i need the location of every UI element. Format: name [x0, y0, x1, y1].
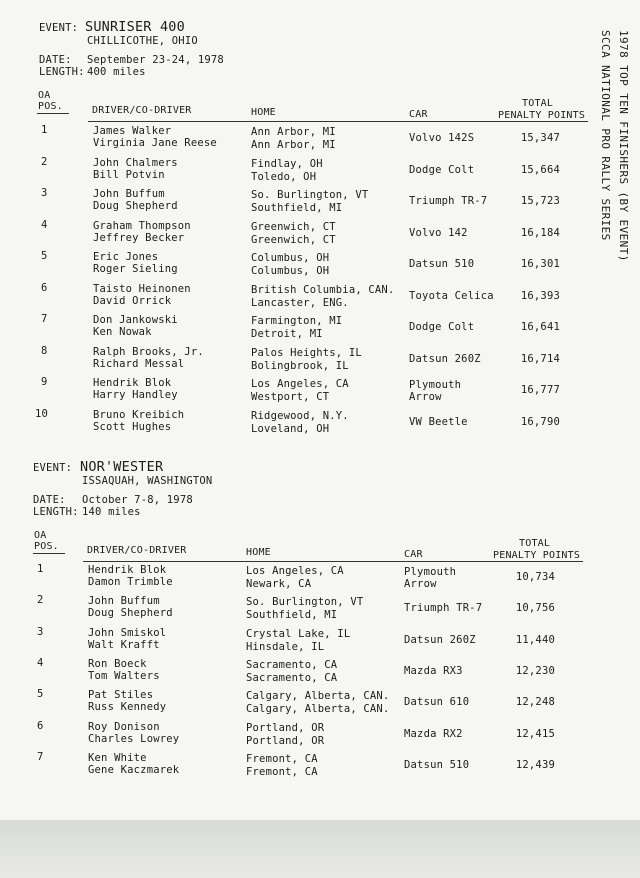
result-home-driver: Columbus, OH [251, 252, 330, 264]
event-label: EVENT: [33, 462, 73, 474]
result-driver: Hendrik Blok [93, 377, 172, 389]
result-position: 2 [37, 594, 44, 606]
result-position: 9 [41, 376, 48, 388]
column-header-car: CAR [404, 549, 423, 560]
event-length: 140 miles [82, 506, 141, 518]
result-codriver: Russ Kennedy [88, 701, 167, 713]
pos-rule [37, 113, 69, 114]
result-driver: Bruno Kreibich [93, 409, 185, 421]
result-driver: Hendrik Blok [88, 564, 167, 576]
result-home-driver: Calgary, Alberta, CAN. [246, 690, 390, 702]
result-home-codriver: Southfield, MI [246, 609, 338, 621]
result-home-driver: Ridgewood, N.Y. [251, 410, 349, 422]
result-home-codriver: Bolingbrook, IL [251, 360, 349, 372]
result-position: 4 [41, 219, 48, 231]
result-penalty-points: 16,714 [520, 353, 560, 365]
result-codriver: David Orrick [93, 295, 172, 307]
result-codriver: Richard Messal [93, 358, 185, 370]
column-header-penalty-points: PENALTY POINTS [498, 110, 586, 121]
result-home-codriver: Calgary, Alberta, CAN. [246, 703, 390, 715]
result-car: Datsun 510 [409, 258, 475, 270]
result-car: Datsun 610 [404, 696, 470, 708]
result-position: 1 [37, 563, 44, 575]
column-header-total: TOTAL [522, 98, 554, 109]
result-codriver: Tom Walters [88, 670, 160, 682]
result-driver: Eric Jones [93, 251, 159, 263]
side-heading-series: SCCA NATIONAL PRO RALLY SERIES [599, 30, 612, 241]
column-header-penalty-points: PENALTY POINTS [493, 550, 581, 561]
event-length: 400 miles [87, 66, 146, 78]
result-position: 5 [41, 250, 48, 262]
length-label: LENGTH: [39, 66, 85, 78]
result-penalty-points: 10,734 [515, 571, 555, 583]
result-position: 3 [41, 187, 48, 199]
result-penalty-points: 16,641 [520, 321, 560, 333]
date-label: DATE: [33, 494, 66, 506]
result-home-driver: So. Burlington, VT [251, 189, 369, 201]
length-label: LENGTH: [33, 506, 79, 518]
column-header-driver: DRIVER/CO-DRIVER [92, 105, 192, 116]
result-car-line2: Arrow [404, 578, 437, 590]
column-header-pos: POS. [34, 541, 59, 552]
result-home-codriver: Hinsdale, IL [246, 641, 325, 653]
result-codriver: Harry Handley [93, 389, 178, 401]
result-car: Plymouth [404, 566, 457, 578]
result-codriver: Doug Shepherd [88, 607, 173, 619]
column-header-home: HOME [246, 547, 271, 558]
scanner-margin [0, 820, 640, 878]
result-codriver: Jeffrey Becker [93, 232, 185, 244]
header-rule [88, 121, 588, 122]
result-car: Datsun 260Z [404, 634, 476, 646]
column-header-home: HOME [251, 107, 276, 118]
result-position: 8 [41, 345, 48, 357]
event-name: SUNRISER 400 [85, 19, 185, 35]
header-rule [83, 561, 583, 562]
result-home-codriver: Toledo, OH [251, 171, 317, 183]
column-header-total: TOTAL [519, 538, 551, 549]
result-codriver: Scott Hughes [93, 421, 172, 433]
result-driver: Pat Stiles [88, 689, 154, 701]
result-penalty-points: 12,415 [515, 728, 555, 740]
result-home-driver: Sacramento, CA [246, 659, 338, 671]
result-position: 6 [37, 720, 44, 732]
result-driver: Roy Donison [88, 721, 160, 733]
result-home-driver: Ann Arbor, MI [251, 126, 336, 138]
result-driver: John Buffum [93, 188, 165, 200]
result-home-driver: Los Angeles, CA [246, 565, 344, 577]
column-header-car: CAR [409, 109, 428, 120]
result-car: Datsun 510 [404, 759, 470, 771]
result-penalty-points: 10,756 [515, 602, 555, 614]
result-car: Volvo 142 [409, 227, 468, 239]
result-codriver: Bill Potvin [93, 169, 165, 181]
result-penalty-points: 12,248 [515, 696, 555, 708]
result-home-driver: Greenwich, CT [251, 221, 336, 233]
result-home-driver: Portland, OR [246, 722, 325, 734]
result-home-codriver: Southfield, MI [251, 202, 343, 214]
result-codriver: Damon Trimble [88, 576, 173, 588]
result-driver: Don Jankowski [93, 314, 178, 326]
result-home-driver: Palos Heights, IL [251, 347, 362, 359]
result-home-codriver: Greenwich, CT [251, 234, 336, 246]
result-driver: John Chalmers [93, 157, 178, 169]
result-home-codriver: Fremont, CA [246, 766, 318, 778]
column-header-pos: POS. [38, 101, 63, 112]
result-position: 7 [37, 751, 44, 763]
result-driver: Ralph Brooks, Jr. [93, 346, 204, 358]
side-heading-title: 1978 TOP TEN FINISHERS (BY EVENT) [617, 30, 630, 262]
result-penalty-points: 16,393 [520, 290, 560, 302]
result-position: 1 [41, 124, 48, 136]
column-header-driver: DRIVER/CO-DRIVER [87, 545, 187, 556]
result-driver: James Walker [93, 125, 172, 137]
result-car: Triumph TR-7 [409, 195, 488, 207]
event-location: CHILLICOTHE, OHIO [87, 35, 198, 47]
result-car: Mazda RX3 [404, 665, 463, 677]
result-penalty-points: 11,440 [515, 634, 555, 646]
column-header-oa: OA [38, 90, 51, 101]
result-penalty-points: 15,347 [520, 132, 560, 144]
result-car: Datsun 260Z [409, 353, 481, 365]
result-home-driver: Findlay, OH [251, 158, 323, 170]
result-car: Toyota Celica [409, 290, 494, 302]
result-home-codriver: Newark, CA [246, 578, 312, 590]
result-home-codriver: Westport, CT [251, 391, 330, 403]
result-position: 3 [37, 626, 44, 638]
result-codriver: Roger Sieling [93, 263, 178, 275]
result-car: Mazda RX2 [404, 728, 463, 740]
result-home-codriver: Columbus, OH [251, 265, 330, 277]
result-home-driver: Fremont, CA [246, 753, 318, 765]
date-label: DATE: [39, 54, 72, 66]
result-driver: Ron Boeck [88, 658, 147, 670]
result-position: 6 [41, 282, 48, 294]
result-codriver: Ken Nowak [93, 326, 152, 338]
result-codriver: Gene Kaczmarek [88, 764, 180, 776]
result-driver: Graham Thompson [93, 220, 191, 232]
result-penalty-points: 16,184 [520, 227, 560, 239]
result-penalty-points: 15,723 [520, 195, 560, 207]
result-codriver: Doug Shepherd [93, 200, 178, 212]
result-home-driver: Los Angeles, CA [251, 378, 349, 390]
result-codriver: Virginia Jane Reese [93, 137, 217, 149]
result-car: Dodge Colt [409, 164, 475, 176]
event-date: October 7-8, 1978 [82, 494, 193, 506]
result-home-codriver: Ann Arbor, MI [251, 139, 336, 151]
result-penalty-points: 15,664 [520, 164, 560, 176]
result-driver: Taisto Heinonen [93, 283, 191, 295]
result-car: Plymouth [409, 379, 462, 391]
column-header-oa: OA [34, 530, 47, 541]
result-position: 5 [37, 688, 44, 700]
result-penalty-points: 12,230 [515, 665, 555, 677]
result-penalty-points: 16,301 [520, 258, 560, 270]
result-penalty-points: 16,790 [520, 416, 560, 428]
result-home-codriver: Detroit, MI [251, 328, 323, 340]
result-penalty-points: 12,439 [515, 759, 555, 771]
event-location: ISSAQUAH, WASHINGTON [82, 475, 213, 487]
result-driver: John Smiskol [88, 627, 167, 639]
result-driver: Ken White [88, 752, 147, 764]
event-name: NOR'WESTER [80, 459, 164, 475]
result-position: 4 [37, 657, 44, 669]
result-car: Volvo 142S [409, 132, 475, 144]
result-driver: John Buffum [88, 595, 160, 607]
result-home-driver: British Columbia, CAN. [251, 284, 395, 296]
result-home-codriver: Loveland, OH [251, 423, 330, 435]
result-home-codriver: Lancaster, ENG. [251, 297, 349, 309]
pos-rule [33, 553, 65, 554]
result-position: 10 [35, 408, 49, 420]
event-date: September 23-24, 1978 [87, 54, 224, 66]
result-penalty-points: 16,777 [520, 384, 560, 396]
result-home-codriver: Sacramento, CA [246, 672, 338, 684]
result-car-line2: Arrow [409, 391, 442, 403]
result-home-codriver: Portland, OR [246, 735, 325, 747]
result-codriver: Walt Krafft [88, 639, 160, 651]
event-label: EVENT: [39, 22, 79, 34]
result-home-driver: So. Burlington, VT [246, 596, 364, 608]
result-car: VW Beetle [409, 416, 468, 428]
result-home-driver: Farmington, MI [251, 315, 343, 327]
result-car: Triumph TR-7 [404, 602, 483, 614]
result-car: Dodge Colt [409, 321, 475, 333]
result-codriver: Charles Lowrey [88, 733, 180, 745]
result-position: 7 [41, 313, 48, 325]
side-heading [595, 30, 633, 290]
result-home-driver: Crystal Lake, IL [246, 628, 351, 640]
result-position: 2 [41, 156, 48, 168]
